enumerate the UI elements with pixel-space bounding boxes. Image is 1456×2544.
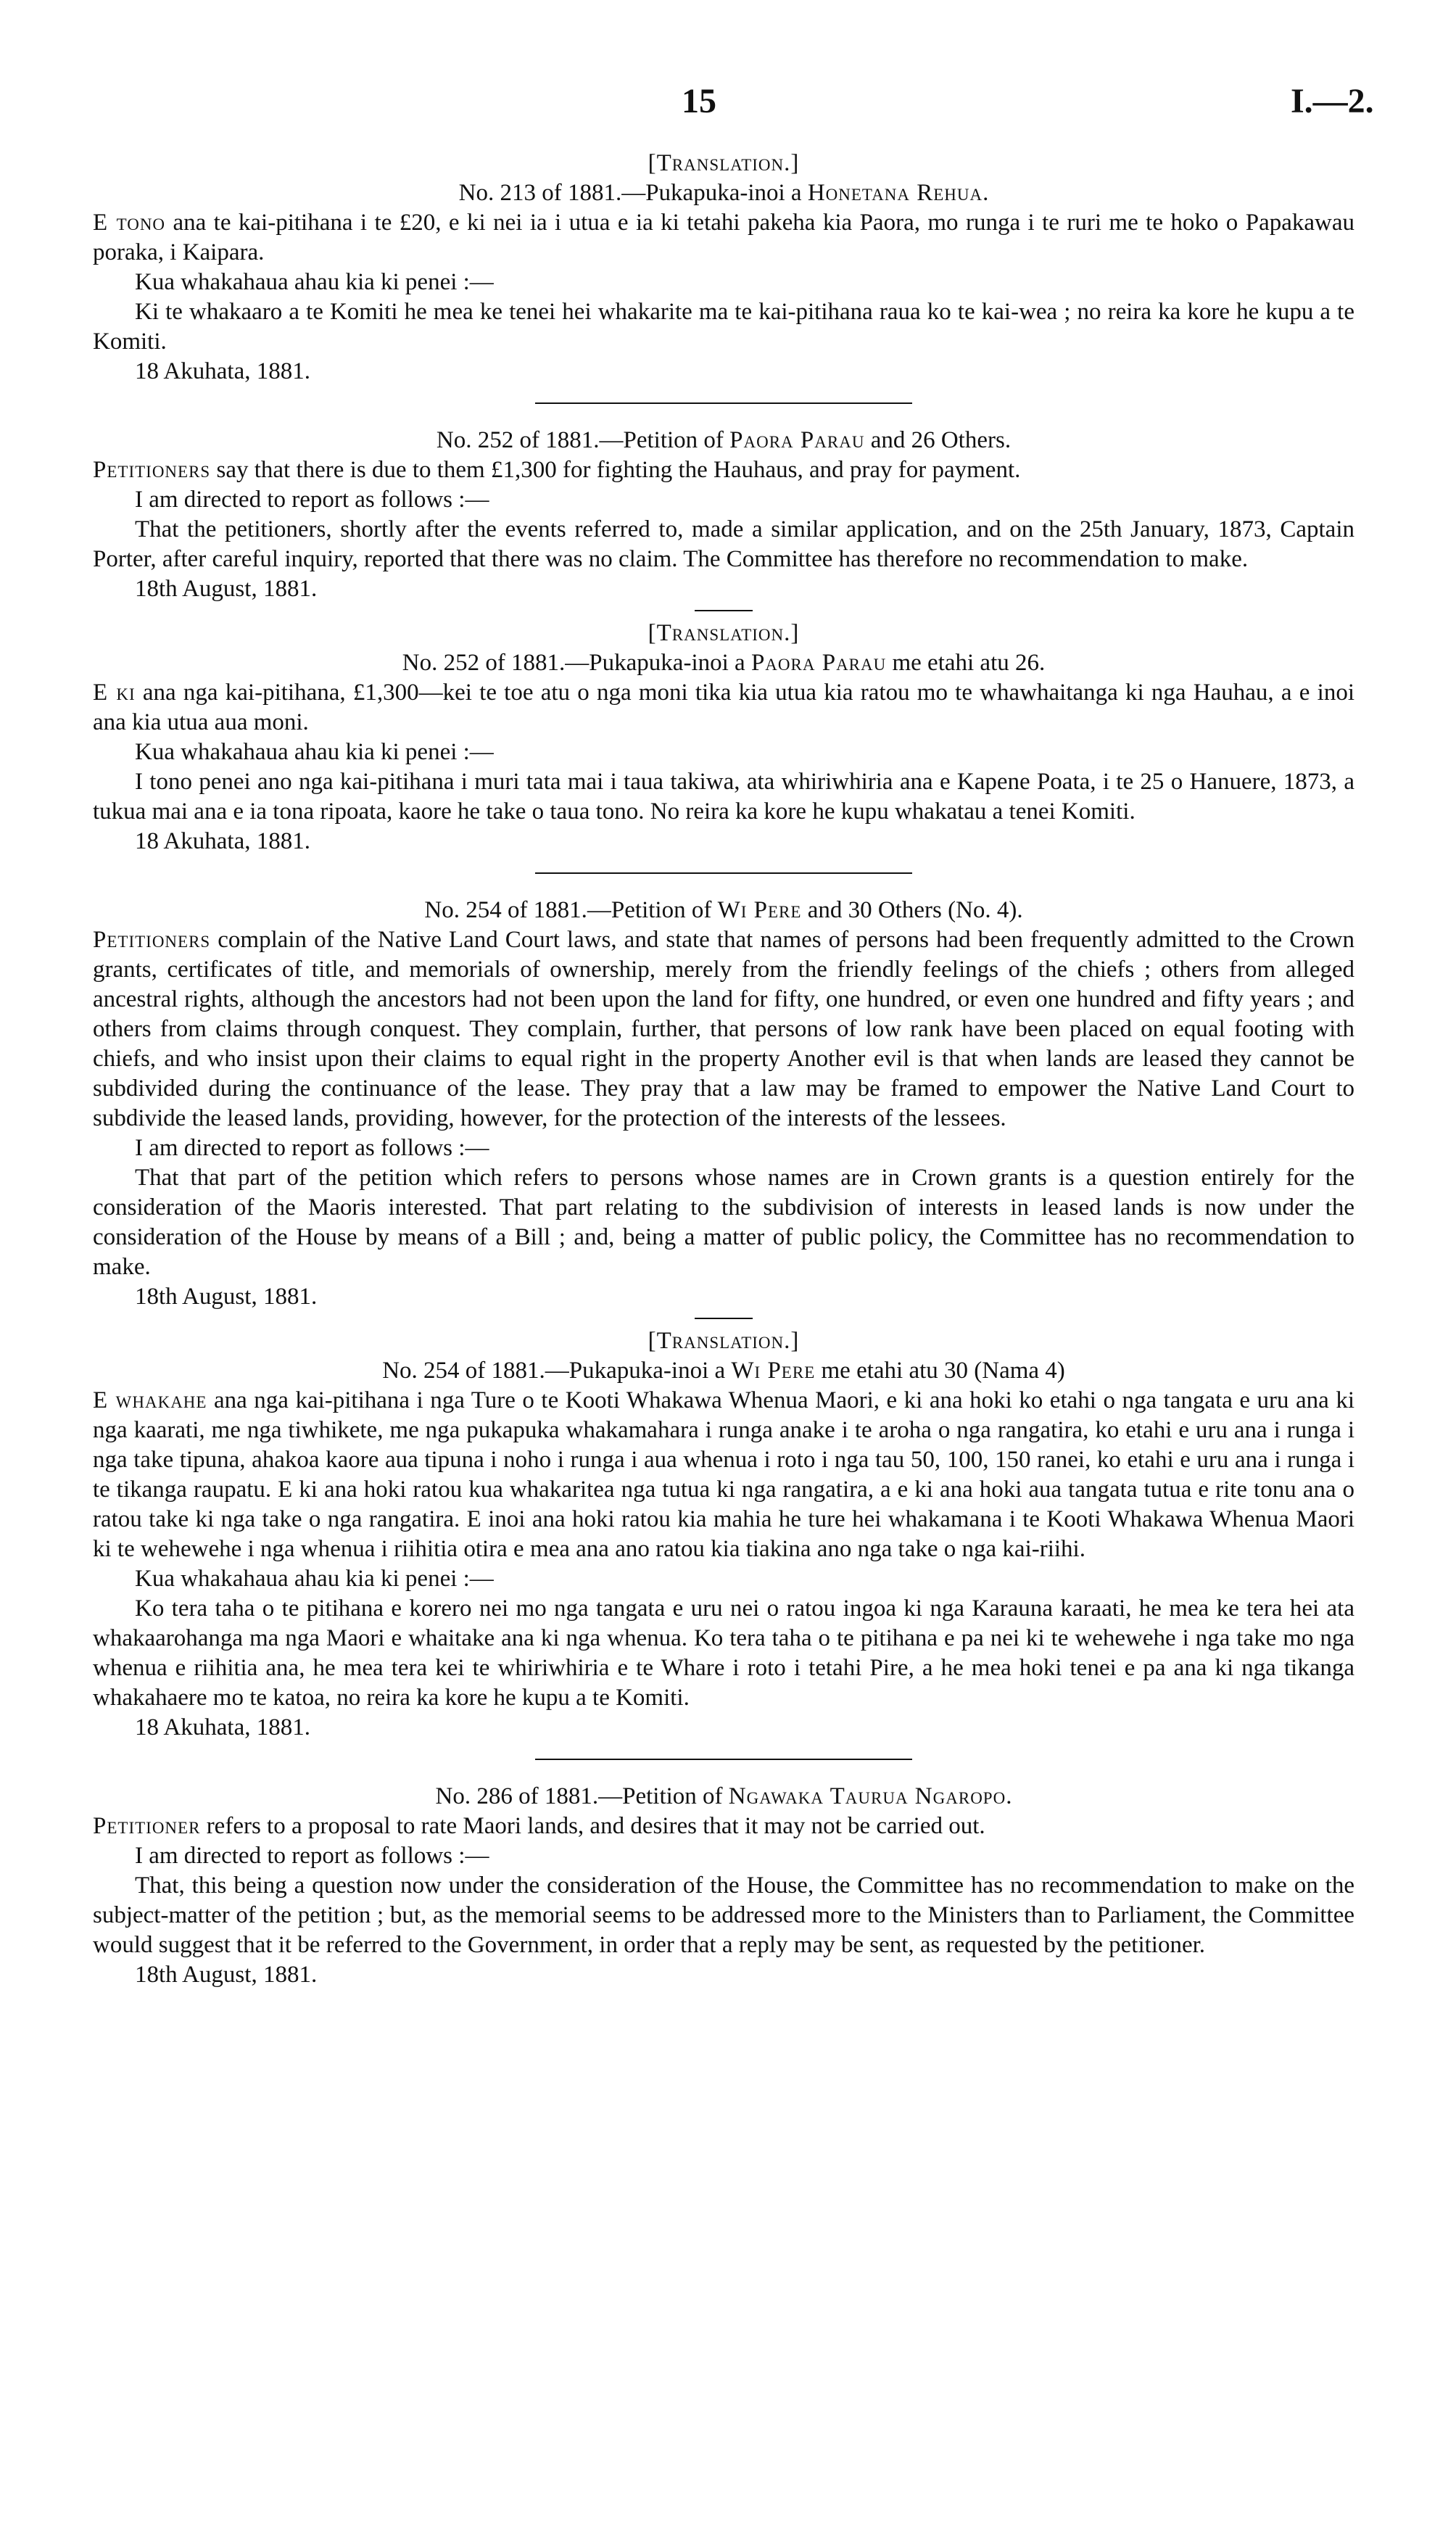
section-title: No. 213 of 1881.—Pukapuka-inoi a Honetana Rehua. [458, 180, 989, 206]
paragraph: Kua whakahaua ahau kia ki penei :— [135, 1566, 494, 1592]
date-line: 18 Akuhata, 1881. [135, 1714, 310, 1740]
paragraph: I am directed to report as follows :— [135, 1135, 489, 1161]
section-286 [93, 1782, 1354, 1990]
paragraph: That that part of the petition which refers to persons whose names are in Crown grants is a question entirely for the consideration of the Maoris interested. That part relating to the subdivision of interests in leased lands is now under the consideration of the House by means of a Bill ; and, being a matter of public policy, the Committee has no recommendation to make. [93, 1165, 1354, 1280]
paragraph: I am directed to report as follows :— [135, 1843, 489, 1869]
section-213-translation [93, 149, 1354, 387]
date-line: 18th August, 1881. [135, 576, 318, 602]
section-254-translation [93, 1326, 1354, 1743]
page-body [93, 149, 1354, 1990]
paragraph: E tono ana te kai-pitihana i te £20, e ki nei ia i utua e ia ki tetahi pakeha kia Paora, mo runga i te ruri me te hoko o Papakawau poraka, i Kaipara. [93, 210, 1354, 265]
paragraph: E ki ana nga kai-pitihana, £1,300—kei te toe atu o nga moni tika kia utua kia ratou mo te whawhaitanga ki nga Hauhau, a e inoi ana kia utua aua moni. [93, 680, 1354, 735]
translation-tag: [Translation.] [648, 150, 800, 176]
section-title: No. 254 of 1881.—Petition of Wi Pere and 30 Others (No. 4). [424, 897, 1023, 923]
section-252 [93, 426, 1354, 604]
date-line: 18 Akuhata, 1881. [135, 828, 310, 854]
section-254 [93, 896, 1354, 1312]
section-title: No. 286 of 1881.—Petition of Ngawaka Taurua Ngaropo. [435, 1783, 1012, 1809]
paragraph: Ko tera taha o te pitihana e korero nei mo nga tangata e uru nei o ratou ingoa ki nga Karauna karaati, he mea ke tera hei ata whakaarohanga ma nga Maori e whaitake ana ki nga whenua. Ko tera taha o te pitihana e pa nei ki te wehewehe i nga take mo nga whenua e riihitia ana, he mea tera kei te whiriwhiria e te Whare i roto i tetahi Pire, a he mea hoki tenei e pa ana ki nga tikanga whakahaere mo te katoa, no reira ka kore he kupu a te Komiti. [93, 1595, 1354, 1711]
page-number: 15 [682, 82, 716, 120]
paragraph: I am directed to report as follows :— [135, 487, 489, 513]
short-divider [695, 610, 753, 611]
paragraph: Kua whakahaua ahau kia ki penei :— [135, 269, 494, 295]
translation-tag: [Translation.] [648, 620, 800, 646]
date-line: 18th August, 1881. [135, 1284, 318, 1310]
translation-tag: [Translation.] [648, 1328, 800, 1354]
section-252-translation [93, 619, 1354, 856]
paragraph: Kua whakahaua ahau kia ki penei :— [135, 739, 494, 765]
paragraph: Petitioner refers to a proposal to rate Maori lands, and desires that it may not be carried out. [93, 1813, 985, 1839]
section-title: No. 252 of 1881.—Pukapuka-inoi a Paora Parau me etahi atu 26. [402, 650, 1046, 676]
section-title: No. 254 of 1881.—Pukapuka-inoi a Wi Pere me etahi atu 30 (Nama 4) [382, 1358, 1065, 1384]
short-divider [695, 1318, 753, 1319]
paragraph: Ki te whakaaro a te Komiti he mea ke tenei hei whakarite ma te kai-pitihana raua ko te kai-wea ; no reira ka kore he kupu a te Komiti. [93, 299, 1354, 355]
divider [535, 402, 912, 404]
date-line: 18th August, 1881. [135, 1962, 318, 1988]
paragraph: I tono penei ano nga kai-pitihana i muri tata mai i taua takiwa, ata whiriwhiria ana e Kapene Poata, i te 25 o Hanuere, 1873, a tukua mai ana e ia tona ripoata, kaore he take o taua tono. No reira ka kore he kupu whakatau a tenei Komiti. [93, 769, 1354, 825]
paragraph: Petitioners say that there is due to them £1,300 for fighting the Hauhaus, and pray for payment. [93, 457, 1021, 483]
document-reference: I.—2. [1291, 82, 1374, 120]
paragraph: Petitioners complain of the Native Land Court laws, and state that names of persons had been frequently admitted to the Crown grants, certificates of title, and memorials of ownership, merely from the friendly feelings of the chiefs ; others from alleged ancestral rights, although the ancestors had not been upon the land for fifty, one hundred, or even one hundred and fifty years ; and others from claims through conquest. They complain, further, that persons of low rank have been placed on equal footing with chiefs, and who insist upon their claims to equal right in the property Another evil is that when lands are leased they cannot be subdivided during the continuance of the lease. They pray that a law may be framed to empower the Native Land Court to subdivide the leased lands, providing, however, for the protection of the interests of the lessees. [93, 927, 1354, 1131]
divider [535, 872, 912, 874]
paragraph: That the petitioners, shortly after the events referred to, made a similar application, and on the 25th January, 1873, Captain Porter, after careful inquiry, reported that there was no claim. The Committee has therefore no recommendation to make. [93, 516, 1354, 572]
section-title: No. 252 of 1881.—Petition of Paora Parau and 26 Others. [436, 427, 1012, 453]
paragraph: That, this being a question now under the consideration of the House, the Committee has no recommendation to make on the subject-matter of the petition ; but, as the memorial seems to be addressed more to the Ministers than to Parliament, the Committee would suggest that it be referred to the Government, in order that a reply may be sent, as requested by the petitioner. [93, 1872, 1354, 1958]
date-line: 18 Akuhata, 1881. [135, 358, 310, 384]
paragraph: E whakahe ana nga kai-pitihana i nga Ture o te Kooti Whakawa Whenua Maori, e ki ana hoki ko etahi o nga tangata e uru ana ki nga kaarati, me nga tiwhikete, me nga pukapuka whakamahara i runga anake i te aroha o nga rangatira, ko etahi e uru ana i runga i nga take tipuna, ahakoa kaore aua tipuna i noho i runga i aua whenua i roto i nga tau 50, 100, 150 ranei, ko etahi e uru ana i runga i te tikanga raupatu. E ki ana hoki ratou kua whakaritea nga tutua ki nga rangatira, a e ki ana hoki aua tangata tutua e rite tonu ana o ratou take ki nga take o nga rangatira. E inoi ana hoki ratou kia mahia he ture hei whakamana i te Kooti Whakawa Whenua Maori ki te wehewehe i nga whenua i riihitia otira e mea ana ano ratou kia tiakina ano nga take o nga kai-riihi. [93, 1387, 1354, 1562]
divider [535, 1759, 912, 1760]
